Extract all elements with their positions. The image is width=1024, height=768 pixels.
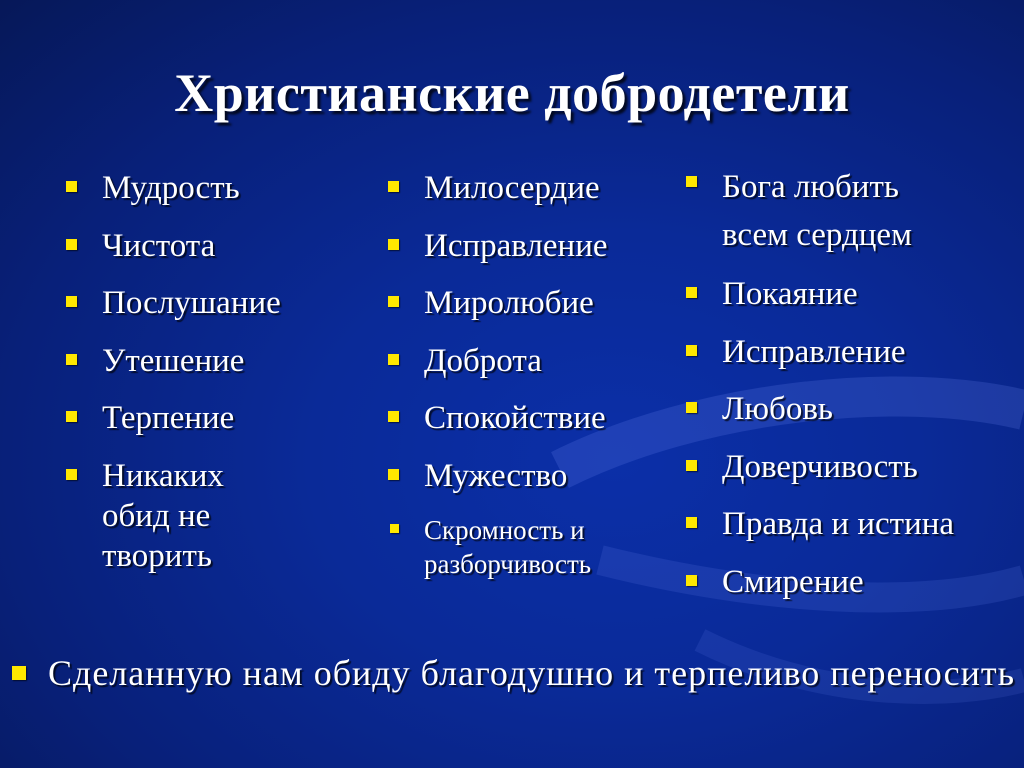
list-item: [388, 283, 678, 323]
list-item-text: Исправление: [722, 333, 906, 370]
square-bullet-icon: [686, 402, 697, 413]
virtues-column-2: [388, 168, 678, 599]
list-item-text: Доверчивость: [722, 448, 918, 485]
list-item-text: Никаких обид не творить: [102, 457, 224, 574]
square-bullet-icon: [388, 411, 399, 422]
list-item-text: Бога любить всем сердцем: [722, 169, 912, 253]
list-item: [66, 398, 356, 438]
square-bullet-icon: [388, 296, 399, 307]
list-item-text: Утешение: [102, 342, 245, 379]
list-item-text: Скромность и разборчивость: [424, 515, 592, 579]
list-item: [66, 456, 282, 576]
list-item-text: Мудрость: [102, 170, 240, 206]
square-bullet-icon: [686, 460, 697, 471]
square-bullet-icon: [686, 287, 697, 298]
list-item-text: Спокойствие: [424, 400, 606, 436]
square-bullet-icon: [390, 524, 399, 533]
list-item-text: Исправление: [424, 227, 608, 264]
list-item: [686, 332, 1016, 372]
slide-title: Христианские добродетели: [174, 63, 850, 123]
list-item: [66, 341, 356, 381]
virtues-column-3: [686, 168, 1016, 619]
list-item: [686, 163, 972, 259]
square-bullet-icon: [66, 239, 77, 250]
list-item-text: Чистота: [102, 227, 216, 264]
list-item: [686, 562, 1016, 602]
square-bullet-icon: [686, 345, 697, 356]
list-item: [388, 398, 678, 438]
list-item: [388, 513, 654, 581]
square-bullet-icon: [686, 575, 697, 586]
square-bullet-icon: [12, 666, 26, 680]
list-item-text: Терпение: [102, 400, 235, 436]
list-item: [388, 168, 678, 208]
square-bullet-icon: [388, 354, 399, 365]
list-item: [388, 226, 678, 266]
list-item: [66, 283, 356, 323]
list-item: [66, 168, 356, 208]
list-item-text: Послушание: [102, 285, 281, 321]
list-item: [686, 274, 1016, 314]
list-item: [686, 504, 1016, 544]
list-item-text: Мужество: [424, 457, 568, 494]
square-bullet-icon: [388, 469, 399, 480]
square-bullet-icon: [388, 181, 399, 192]
list-item: [686, 447, 1016, 487]
list-item: [66, 226, 356, 266]
list-item: [388, 456, 678, 496]
square-bullet-icon: [686, 176, 697, 187]
footer-text: Сделанную нам обиду благодушно и терпеливо переносить: [48, 653, 1016, 693]
square-bullet-icon: [66, 181, 77, 192]
list-item-text: Правда и истина: [722, 506, 955, 542]
square-bullet-icon: [66, 411, 77, 422]
square-bullet-icon: [66, 296, 77, 307]
list-item-text: Доброта: [424, 342, 542, 379]
list-item-text: Миролюбие: [424, 285, 594, 321]
list-item-text: Милосердие: [424, 170, 600, 206]
square-bullet-icon: [66, 354, 77, 365]
list-item: [388, 341, 678, 381]
list-item: [686, 389, 1016, 429]
list-item-text: Смирение: [722, 563, 864, 600]
list-item-text: Покаяние: [722, 276, 858, 312]
list-item-text: Любовь: [722, 391, 833, 427]
footer-bullet-point: [12, 648, 1024, 698]
virtues-column-1: [66, 168, 356, 593]
square-bullet-icon: [388, 239, 399, 250]
square-bullet-icon: [686, 517, 697, 528]
square-bullet-icon: [66, 469, 77, 480]
